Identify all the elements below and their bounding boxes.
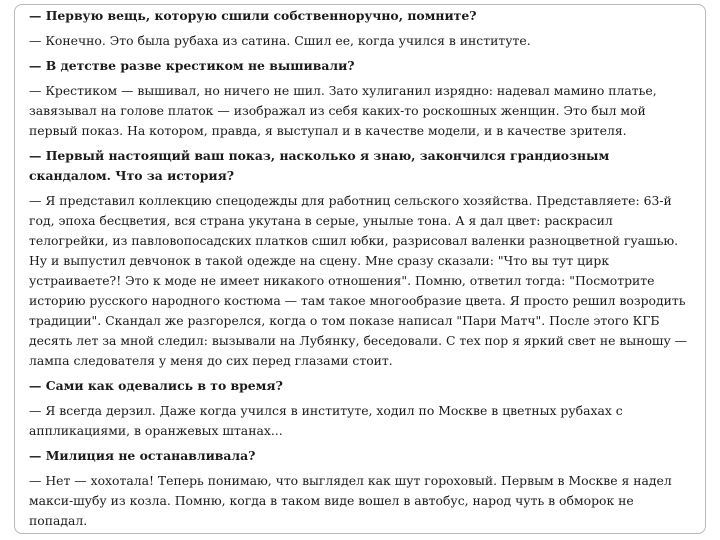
question-dress-style: — Сами как одевались в то время? [29, 378, 283, 393]
question-embroidery: — В детстве разве крестиком не вышивали? [29, 58, 355, 73]
answer-satin-shirt: — Конечно. Это была рубаха из сатина. Сшил ее, когда учился в институте. [29, 33, 531, 48]
answer-first-show: — Крестиком — вышивал, но ничего не шил. Зато хулиганил изрядно: надевал мамино платье, завязывал на голове платок — изображал из себя каких-то роскошных женщин. Это был мой первый показ. На котором, правда, я выступал и в качестве модели, и в качестве зрителя. [29, 83, 657, 138]
answer-colored-shirts: — Я всегда дерзил. Даже когда учился в институте, ходил по Москве в цветных рубахах с аппликациями, в оранжевых штанах... [29, 403, 623, 438]
question-scandal: — Первый настоящий ваш показ, насколько я знаю, закончился грандиозным скандалом. Что за история? [29, 148, 610, 183]
interview-page [14, 4, 706, 534]
question-police: — Милиция не останавливала? [29, 448, 256, 463]
answer-workwear-collection: — Я представил коллекцию спецодежды для работниц сельского хозяйства. Представляете: 63-й год, эпоха бесцветия, вся страна укутана в серые, унылые тона. А я дал цвет: раскрасил телогрейки, из павловопосадских платков сшил юбки, разрисовал валенки разноцветной гуашью. Ну и выпустил девчонок в такой одежде на сцену. Мне сразу сказали: "Что вы тут цирк устраиваете?! Это к моде не имеет никакого отношения". Помню, ответил тогда: "Посмотрите историю русского народного костюма — там такое многообразие цвета. Я просто решил возродить традиции". Скандал же разгорелся, когда о том показе написал "Пари Матч". После этого КГБ десять лет за мной следил: вызывали на Лубянку, беседовали. С тех пор я яркий свет не выношу — лампа следователя у меня до сих перед глазами стоит. [29, 193, 688, 368]
answer-maxi-coat: — Нет — хохотала! Теперь понимаю, что выглядел как шут гороховый. Первым в Москве я надел макси-шубу из козла. Помню, когда в таком виде вошел в автобус, народ чуть в обморок не попадал. [29, 473, 672, 528]
question-first-garment: — Первую вещь, которую сшили собственноручно, помните? [29, 8, 477, 23]
